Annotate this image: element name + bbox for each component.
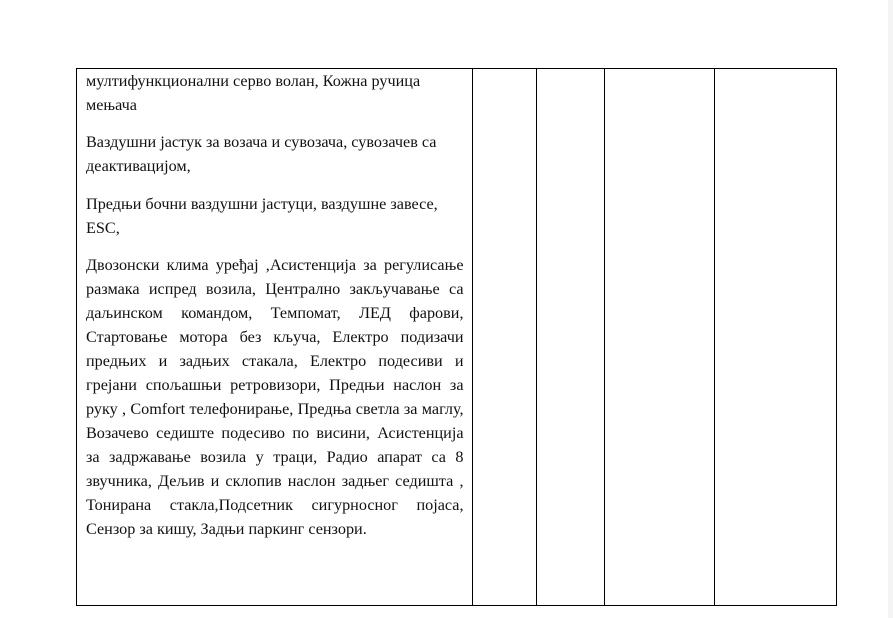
specification-table: [76, 68, 837, 606]
paragraph-side-airbags: Предњи бочни ваздушни јастуци, ваздушне завесе, ESC,: [86, 195, 438, 237]
paragraph-equipment-list: Двозонски клима уређај ,Асистенција за регулисање размака испред возила, Централно закључавање са даљинском командом, Темпомат, ЛЕД фарови, Стартовање мотора без кључа, Електро подизачи предњих и задњих стакала, Електро подесиви и грејани спољашњи ретровизори, Предњи наслон за руку , Comfort телефонирање, Предња светла за маглу, Возачево седиште подесиво по висини, Асистенција за задржавање возила у траци, Радио апарат са 8 звучника, Дељив и склопив наслон задњег седишта , Тонирана стакла,Подсетник сигурносног појаса, Сензор за кишу, Задњи паркинг сензори.: [86, 256, 464, 538]
paragraph-steering: мултифункционални серво волан, Кожна ручица мењача: [86, 72, 421, 114]
table-cell-4: [604, 69, 714, 606]
table-cell-3: [536, 69, 604, 606]
description-cell: [77, 69, 473, 606]
paragraph-airbags: Ваздушни јастук за возача и сувозача, сувозачев са деактивацијом,: [86, 133, 437, 175]
table-row: [77, 69, 837, 606]
table-cell-2: [472, 69, 536, 606]
table-cell-5: [714, 69, 836, 606]
